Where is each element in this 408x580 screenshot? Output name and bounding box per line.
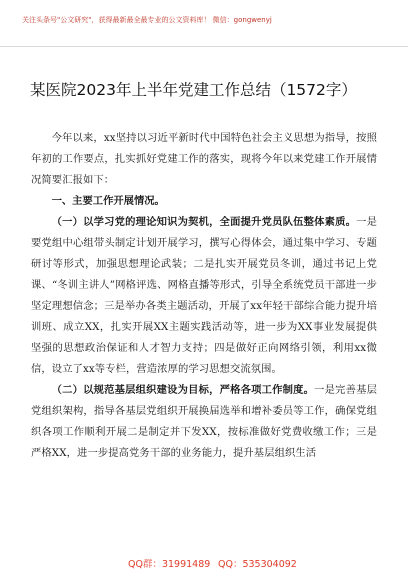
item2-lead: （二）以规范基层组织建设为目标，严格各项工作制度。 [51,384,315,396]
document-body [31,128,377,464]
item1-paragraph [31,212,377,380]
item1-lead: （一）以学习党的理论知识为契机，全面提升党员队伍整体素质。 [51,216,357,228]
footer-qq-group: QQ群：31991489 [128,559,211,570]
item2-body: 一是完善基层党组织架构，指导各基层党组织开展换届选举和增补委员等工作，确保党组织各项工作顺利开展二是制定并下发XX，按标准做好党费收缴工作；三是严格XX，进一步提高党务干部的业务能力，提升基层组织生活 [31,384,377,459]
footer [0,548,408,580]
document-title: 某医院2023年上半年党建工作总结（1572字） [30,81,357,99]
header-banner [0,0,408,47]
banner-text: 关注头条号"公文研究"，获得最新最全最专业的公文资料库！ 微信：gongwenyj [22,16,272,24]
item1-body: 一是要党组中心组带头制定计划开展学习，撰写心得体会，通过集中学习、专题研讨等形式，加强思想理论武装；二是扎实开展党员冬训，通过书记上党课、“冬训主讲人”网格评选、网格直播等形式，引导全系统党员干部进一步坚定理想信念；三是举办各类主题活动，开展了xx年轻干部综合能力提升培训班、成立XX，扎实开展XX主题实践活动等，进一步为XX事业发展提供坚强的思想政治保证和人才智力支持；四是做好正向网络引领，利用xx微信，设立了xx等专栏，营造浓厚的学习思想交流氛围。 [31,216,377,375]
footer-qq-number: QQ：535304092 [218,559,297,570]
item2-paragraph [31,380,377,464]
section-heading: 一、主要工作开展情况。 [51,195,165,207]
intro-paragraph: 今年以来，xx坚持以习近平新时代中国特色社会主义思想为指导，按照年初的工作要点，扎实抓好党建工作的落实，现将今年以来党建工作开展情况简要汇报如下： [31,132,377,186]
